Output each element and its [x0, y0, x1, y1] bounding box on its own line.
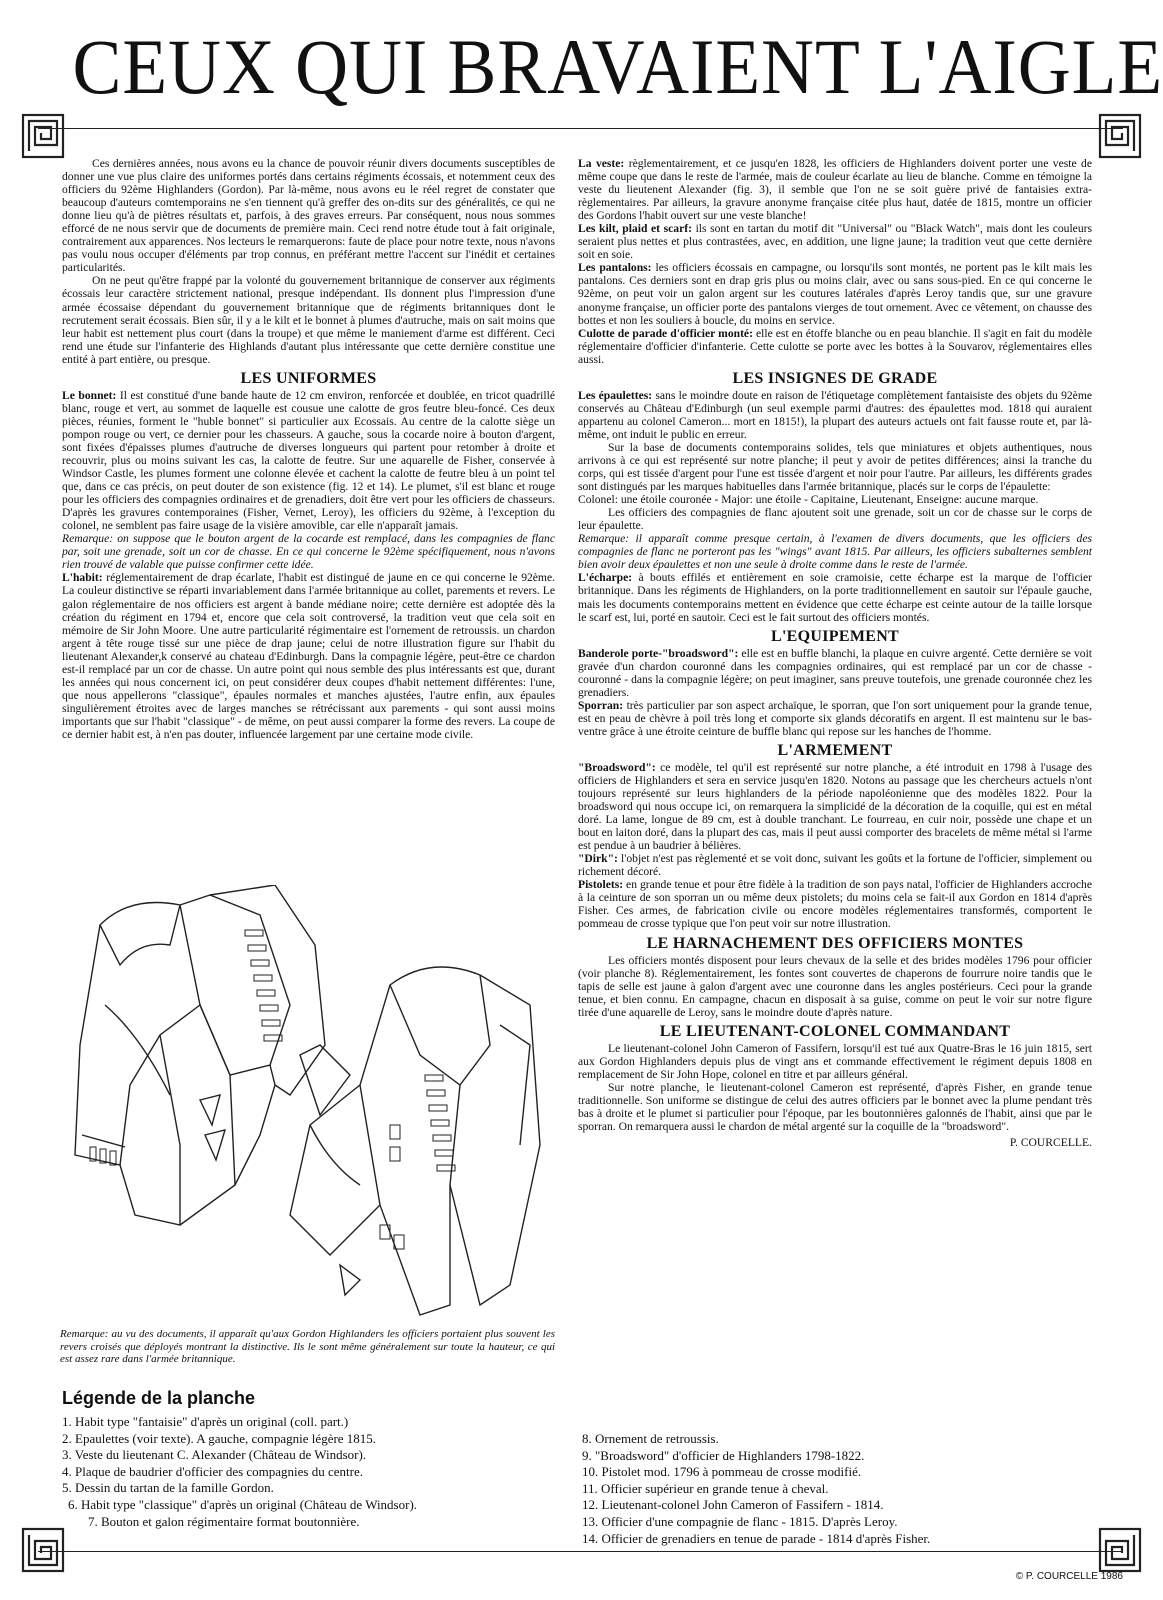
insignes-paragraph: Sur la base de documents contemporains solides, tels que miniatures et objets authentiques, nous arrivons à ce qui est représenté sur notre planche; il peut y avoir de petites différences; ainsi la tranche du corps, qui est tissée d'argent pour l'une est tissée d'argent et noir pour l'autre. Par ailleurs, les différents grades sont distingués par les marques habituelles dans l'armée britannique, placés sur le corps de l'épaulette: [578, 440, 1092, 494]
term-label: Les pantalons: [578, 261, 652, 275]
legend-item: 12. Lieutenant-colonel John Cameron of Fassifern - 1814. [582, 1497, 884, 1513]
kilt-paragraph: Les kilt, plaid et scarf: ils sont en tartan du motif dit "Universal" ou "Black Watch", mais dont les couleurs seraient plus nettes et plus contrastées, avec, en addition, une ligne jaune; la tradition veut que cette dernière soit en soie. [578, 222, 1092, 262]
sporran-paragraph: Sporran: très particulier par son aspect archaïque, le sporran, que l'on sort uniquement pour la grande tenue, est en peau de chèvre à poil très long et comporte six glands décoratifs en argent. Il est maintenu sur le bas-ventre grâce à une étroite ceinture de buffle blanc qui repose sur les hanches de l'homme. [578, 698, 1092, 738]
term-label: L'écharpe: [578, 571, 633, 585]
greek-key-ornament-icon [1097, 1526, 1143, 1574]
legend-item: 13. Officier d'une compagnie de flanc - 1815. D'après Leroy. [582, 1513, 898, 1529]
remark-paragraph: Remarque: on suppose que le bouton argent de la cocarde est remplacé, dans les compagnies de flanc par, soit une grenade, soit un cor de chasse. En ce qui concerne le 92ème spécifiquement, nous n'avons rien trouvé de valable que puisse confirmer cette idée. [62, 532, 555, 572]
section-heading-lieutenant: LE LIEUTENANT-COLONEL COMMANDANT [659, 1022, 1011, 1040]
section-heading-insignes: LES INSIGNES DE GRADE [732, 369, 938, 387]
drawing-remark: Remarque: au vu des documents, il apparaît qu'aux Gordon Highlanders les officiers portaient plus souvent les revers croisés que déployés montrant la distinctive. Ils le sont même généralement sur toute la hauteur, ce qui est assez rare dans l'armée britannique. [60, 1328, 555, 1366]
dirk-paragraph: "Dirk": l'objet n'est pas règlementé et se voit donc, suivant les goûts et la fortune de l'officier, simplement ou richement décoré. [578, 852, 1092, 879]
habit-paragraph: L'habit: réglementairement de drap écarlate, l'habit est distingué de jaune en ce qui concerne le 92ème. La couleur distinctive se réparti invariablement dans l'armée britannique au collet, parements et revers. Le galon réglementaire de nos officiers est argent à bande médiane noire; cette dernière est adoptée dès la création du régiment en 1794 et, encore que cela soit controversé, la tradition veut que cela soit en mémoire de Sir John Moore. Une autre particularité régimentaire est l'ornement de retroussis. un chardon argent à tête rouge tissé sur une pièce de drap jaune; celui de notre illustration figure sur l'habit du lieutenant Alexander,k conservé au chateau d'Edinburgh. Dans la compagnie légère, peut-être ce chardon est-il remplacé par un cor de chasse. Un autre point qui nous semble des plus intéressants est que, durant les années qui nous concernent ici, on peut considérer deux coupes d'habit nettement différentes: l'une, que nous appellerons "classique", épaules normales et manches ajustées, l'autre enfin, aux épaules singulièrement étroites avec de larges manches se rétrécissant aux parements - qui sont aussi moins importants que sur l'habit "classique" - de même, on peut aussi comparer la forme des revers. La coupe de ce dernier habit est, à n'en pas douter, influencée largement par une certaine mode civile. [62, 571, 555, 741]
legend-title: Légende de la planche [62, 1388, 256, 1408]
legend-item: 10. Pistolet mod. 1796 à pommeau de crosse modifié. [582, 1464, 862, 1480]
greek-key-ornament-icon [20, 112, 66, 160]
insignes-paragraph: Les officiers des compagnies de flanc ajoutent soit une grenade, soit un cor de chasse sur le corps de leur épaulette. [578, 506, 1092, 533]
legend-item: 1. Habit type "fantaisie" d'après un original (coll. part.) [62, 1414, 349, 1429]
epaulettes-paragraph: Les épaulettes: sans le moindre doute en raison de l'étiquetage complètement fantaisiste des objets du 92ème conservés au Château d'Edinburgh (un seul exemple parmi d'autres: des épaulettes mod. 1818 qui auraient appartenu au colonel Cameron... mort en 1815!), la plupart des auteurs actuels ont fait fausse route et, par là-même, ont induit le public en erreur. [578, 388, 1092, 441]
greek-key-ornament-icon [20, 1526, 66, 1574]
pistolets-paragraph: Pistolets: en grande tenue et pour être fidèle à la tradition de son pays natal, l'officier de Highlanders accroche à la ceinture de son sporran un ou même deux pistolets; du moins cela se fait-il aux Gordon en 1814 d'après Fisher. Ces armes, de fabrication civile ou encore modèles réglementaires transformés, comportent le pommeau de crosse typique que l'on peut voir sur notre illustration. [578, 878, 1092, 931]
legend-item: 5. Dessin du tartan de la famille Gordon. [62, 1480, 274, 1496]
insignes-paragraph: Colonel: une étoile couronée - Major: une étoile - Capitaine, Lieutenant, Enseigne: aucune marque. [578, 493, 1039, 507]
legend-list-right [582, 1431, 930, 1547]
bonnet-paragraph: Le bonnet: Il est constitué d'une bande haute de 12 cm environ, renforcée et doublée, en tricot quadrillé blanc, rouge et vert, au sommet de laquelle est cousue une calotte de gros feutre bleu-foncé. Ces deux pièces, réunies, forment le "huble bonnet" si particulier aux Ecossais. Au centre de la calotte siège un pompon rouge ou vert, ce dernier pour les chasseurs. A gauche, sous la cocarde noire à bouton d'argent, sont fixées d'épaisses plumes d'autruche de diverses longueurs qui partent pour retomber à droite et recouvrir, plus ou moins suivant les cas, la calotte de feutre. Sur une aquarelle de Fisher, conservée à Windsor Castle, les plumes forment une colonne élevée et cachent la calotte de feutre bleu à un point tel que, dans ce cas précis, on peut douter de son existence (fig. 12 et 14). Le plumet, s'il est blanc et rouge pour les officiers des compagnies ordinaires et de grenadiers, doit être vert pour les officiers de chasseurs. D'après les gravures contemporaines (Fisher, Vernet, Leroy), les officiers du 92ème, à l'exception du colonel, ne semblent pas faire usage de la visière amovible, car elle n'apparaît jamais. [62, 388, 555, 533]
echarpe-paragraph: L'écharpe: à bouts effilés et entièrement en soie cramoisie, cette écharpe est la marque de l'officier britannique. Dans les régiments de Highlanders, on la porte traditionnellement en sautoir sur l'épaule gauche, mais les documents contemporains mettent en évidence que cette écharpe est ceinte autour de la taille lorsque le scarf est, lui, porté en sautoir. Ceci est le fait surtout des officiers montés. [578, 571, 1092, 624]
term-label: Banderole porte-"broadsword": [578, 646, 739, 660]
lieutenant-paragraph: Le lieutenant-colonel John Cameron of Fassifern, lorsqu'il est tué aux Quatre-Bras le 16 juin 1815, sert aux Gordon Highlanders depuis plus de vingt ans et commande effectivement le régiment depuis 1808 en remplacement de Sir John Hope, colonel en titre et par ailleurs général. [578, 1041, 1092, 1081]
legend-item: 6. Habit type "classique" d'après un original (Château de Windsor). [68, 1496, 418, 1512]
term-label: Sporran: [578, 698, 624, 712]
right-column [578, 157, 1092, 1149]
culotte-paragraph: Culotte de parade d'officier monté: elle est en étoffe blanche ou en peau blanchie. Il s'agit en fait du modèle réglementaire d'officier d'infanterie. Cette culotte se porte avec les bottes à la Souvarov, réglementaires elles aussi. [578, 326, 1092, 366]
left-column [62, 157, 555, 741]
term-label: Culotte de parade d'officier monté: [578, 326, 753, 340]
legend-item: 9. "Broadsword" d'officier de Highlanders 1798-1822. [582, 1447, 865, 1463]
section-heading-harnachement: LE HARNACHEMENT DES OFFICIERS MONTES [646, 934, 1024, 952]
greek-key-ornament-icon [1097, 112, 1143, 160]
banderole-paragraph: Banderole porte-"broadsword": elle est en buffle blanchi, la plaque en cuivre argenté. Cette dernière se voit gravée d'un chardon couronné dans les compagnies ordinaires, qui est remplacé par un cor de chasse - couronné - dans la compagnie légère; on peut imaginer, sans preuve toutefois, une grenade couronnée chez les grenadiers. [578, 646, 1093, 699]
broadsword-paragraph: "Broadsword": ce modèle, tel qu'il est représenté sur notre planche, a été introduit en 1798 à l'usage des officiers de Highlanders et sera en service jusqu'en 1820. Notons au passage que les chercheurs actuels n'ont toujours représenté sur leurs highlanders de la période napoléonienne que des modèles 1822. Pour la broadsword qui nous occupe ici, on remarquera la simplicidé de la décoration de la coquille, qui est en métal doré. La lame, longue de 89 cm, est à double tranchant. Le fourreau, en cuir noir, possède une chape et un bout en laiton doré, dans la plupart des cas, mais il peut aussi comporter des bracelets de même métal si l'arme est pendue à un baudrier à bélières. [578, 760, 1092, 853]
section-heading-armement: L'ARMEMENT [777, 741, 893, 759]
legend-item: 4. Plaque de baudrier d'officier des compagnies du centre. [62, 1463, 363, 1479]
term-label: "Broadsword": [578, 760, 656, 774]
legend-item: 7. Bouton et galon régimentaire format boutonnière. [88, 1513, 360, 1529]
legend-item: 2. Epaulettes (voir texte). A gauche, compagnie légère 1815. [62, 1430, 377, 1446]
term-label: "Dirk": [578, 852, 618, 866]
legend-item: 3. Veste du lieutenant C. Alexander (Château de Windsor). [62, 1447, 367, 1463]
term-label: Le bonnet: [62, 388, 117, 402]
section-heading-equipement: L'EQUIPEMENT [770, 627, 900, 645]
intro-paragraph: Ces dernières années, nous avons eu la chance de pouvoir réunir divers documents susceptibles de donner une vue plus claire des uniformes portés dans certains régiments écossais, et notemment ceux des officiers du 92ème Highlanders (Gordon). Par là-même, nous avons eu le réel regret de constater que beaucoup d'auteurs comtemporains ne s'en tiennent qu'à greffer des on-dits sur des généralités, ce qui ne donne lieu qu'à de piètres résultats et, parfois, à des graves erreurs. Par conséquent, nous nous sommes efforcé de ne nous servir que de documents de première main. Ceci rend notre étude tout à fait originale, contrairement aux apparences. Nos lecteurs le remarquerons: faute de place pour notre texte, nous n'avons pas voulu nous occuper d'éléments par trop connus, en préférant mettre l'accent sur l'inédit et certaines particularités. [62, 157, 555, 275]
term-label: Les épaulettes: [578, 388, 653, 402]
legend-item: 14. Officier de grenadiers en tenue de parade - 1814 d'après Fisher. [582, 1530, 931, 1546]
term-label: L'habit: [62, 571, 103, 585]
term-label: Les kilt, plaid et scarf: [578, 222, 692, 236]
remark-paragraph: Remarque: il apparaît comme presque certain, à l'examen de divers documents, que les officiers des compagnies de flanc ne porteront pas les "wings" avant 1815. Par ailleurs, les officiers subalternes semblent bien avoir deux épaulettes et non une seule à droite comme dans le reste de l'armée. [578, 532, 1092, 572]
legend-item: 11. Officier supérieur en grande tenue à cheval. [582, 1480, 829, 1496]
intro-paragraph: On ne peut qu'être frappé par la volonté du gouvernement britannique de conserver aux régiments écossais leur caractère strictement national, presque indépendant. Ils donnent plus l'impression d'une armée écossaise dépendant du gouvernement britannique que de régiments britanniques dont le recrutement serait écossais. Bien sûr, il y a le kilt et le bonnet à plumes d'autruche, mais on sait moins que leur habit est nettement plus court (dans la troupe) et que même le maniement d'arme est différent. Ceci rend une étude sur l'infanterie des Highlands d'autant plus intéressante que cette dernière constitue une entité à part entière, ou presque. [62, 274, 555, 366]
pantalons-paragraph: Les pantalons: les officiers écossais en campagne, ou lorsqu'ils sont montés, ne portent pas le kilt mais les pantalons. Ces derniers sont en drap gris plus ou moins clair, avec ou sans sous-pied. En ce qui concerne le 92ème, on peut voir un galon argent sur les coutures latérales d'après Leroy tandis que, sur une gravure anonyme française, un officier porte des pantalons vierges de tout ornement. Avec ce vêtement, on chausse des bottes et non les souliers à boucle, du moins en service. [578, 261, 1092, 327]
page-title: CEUX QUI BRAVAIENT L'AIGLE [72, 23, 1163, 110]
author-signature: P. COURCELLE. [1009, 1136, 1092, 1150]
section-heading-uniformes: LES UNIFORMES [240, 369, 377, 387]
legend-list-left [62, 1414, 417, 1530]
uniform-pattern-illustration [60, 885, 555, 1325]
harnachement-paragraph: Les officiers montés disposent pour leurs chevaux de la selle et des brides modèles 1796 pour officier (voir planche 8). Réglementairement, les fontes sont couvertes de chaperons de fourrure noire tandis que le tapis de selle est jaune à galon d'argent avec une couronne dans les angles postérieurs. Ceci pour la grande tenue, et bien connu. En campagne, chacun en disposait à sa guise, comme on peut le voir sur notre figure tirée d'une aquarelle de Leroy, sans le moindre doute d'après nature. [578, 953, 1092, 1019]
legend-item: 8. Ornement de retroussis. [582, 1431, 719, 1446]
veste-paragraph: La veste: règlementairement, et ce jusqu'en 1828, les officiers de Highlanders doivent porter une veste de même coupe que dans le reste de l'armée, mais de couleur écarlate au lieu de blanche. Comme en témoigne la veste du lieutenent Alexander (fig. 3), il semble que l'on ne se soit guère privé de fantaisies extra-règlementaires. Par ailleurs, la gravure anonyme française citée plus haut, datée de 1815, montre un officier des Gordons l'habit ouvert sur une veste blanche! [578, 157, 1092, 223]
term-label: Pistolets: [578, 878, 624, 892]
copyright-notice: © P. COURCELLE 1986 [1015, 1571, 1123, 1582]
lieutenant-paragraph: Sur notre planche, le lieutenant-colonel Cameron est représenté, d'après Fisher, en grande tenue traditionnelle. Son uniforme se distingue de celui des autres officiers par le bonnet avec la plume pendant très bas à droite et le plumet si particulier pour l'époque, par les boutonnières galonnés de l'habit, ainsi que par le sporran. On remarquera aussi le chardon de métal argenté sur la coquille de la "broadsword". [578, 1080, 1092, 1134]
term-label: La veste: [578, 157, 625, 170]
